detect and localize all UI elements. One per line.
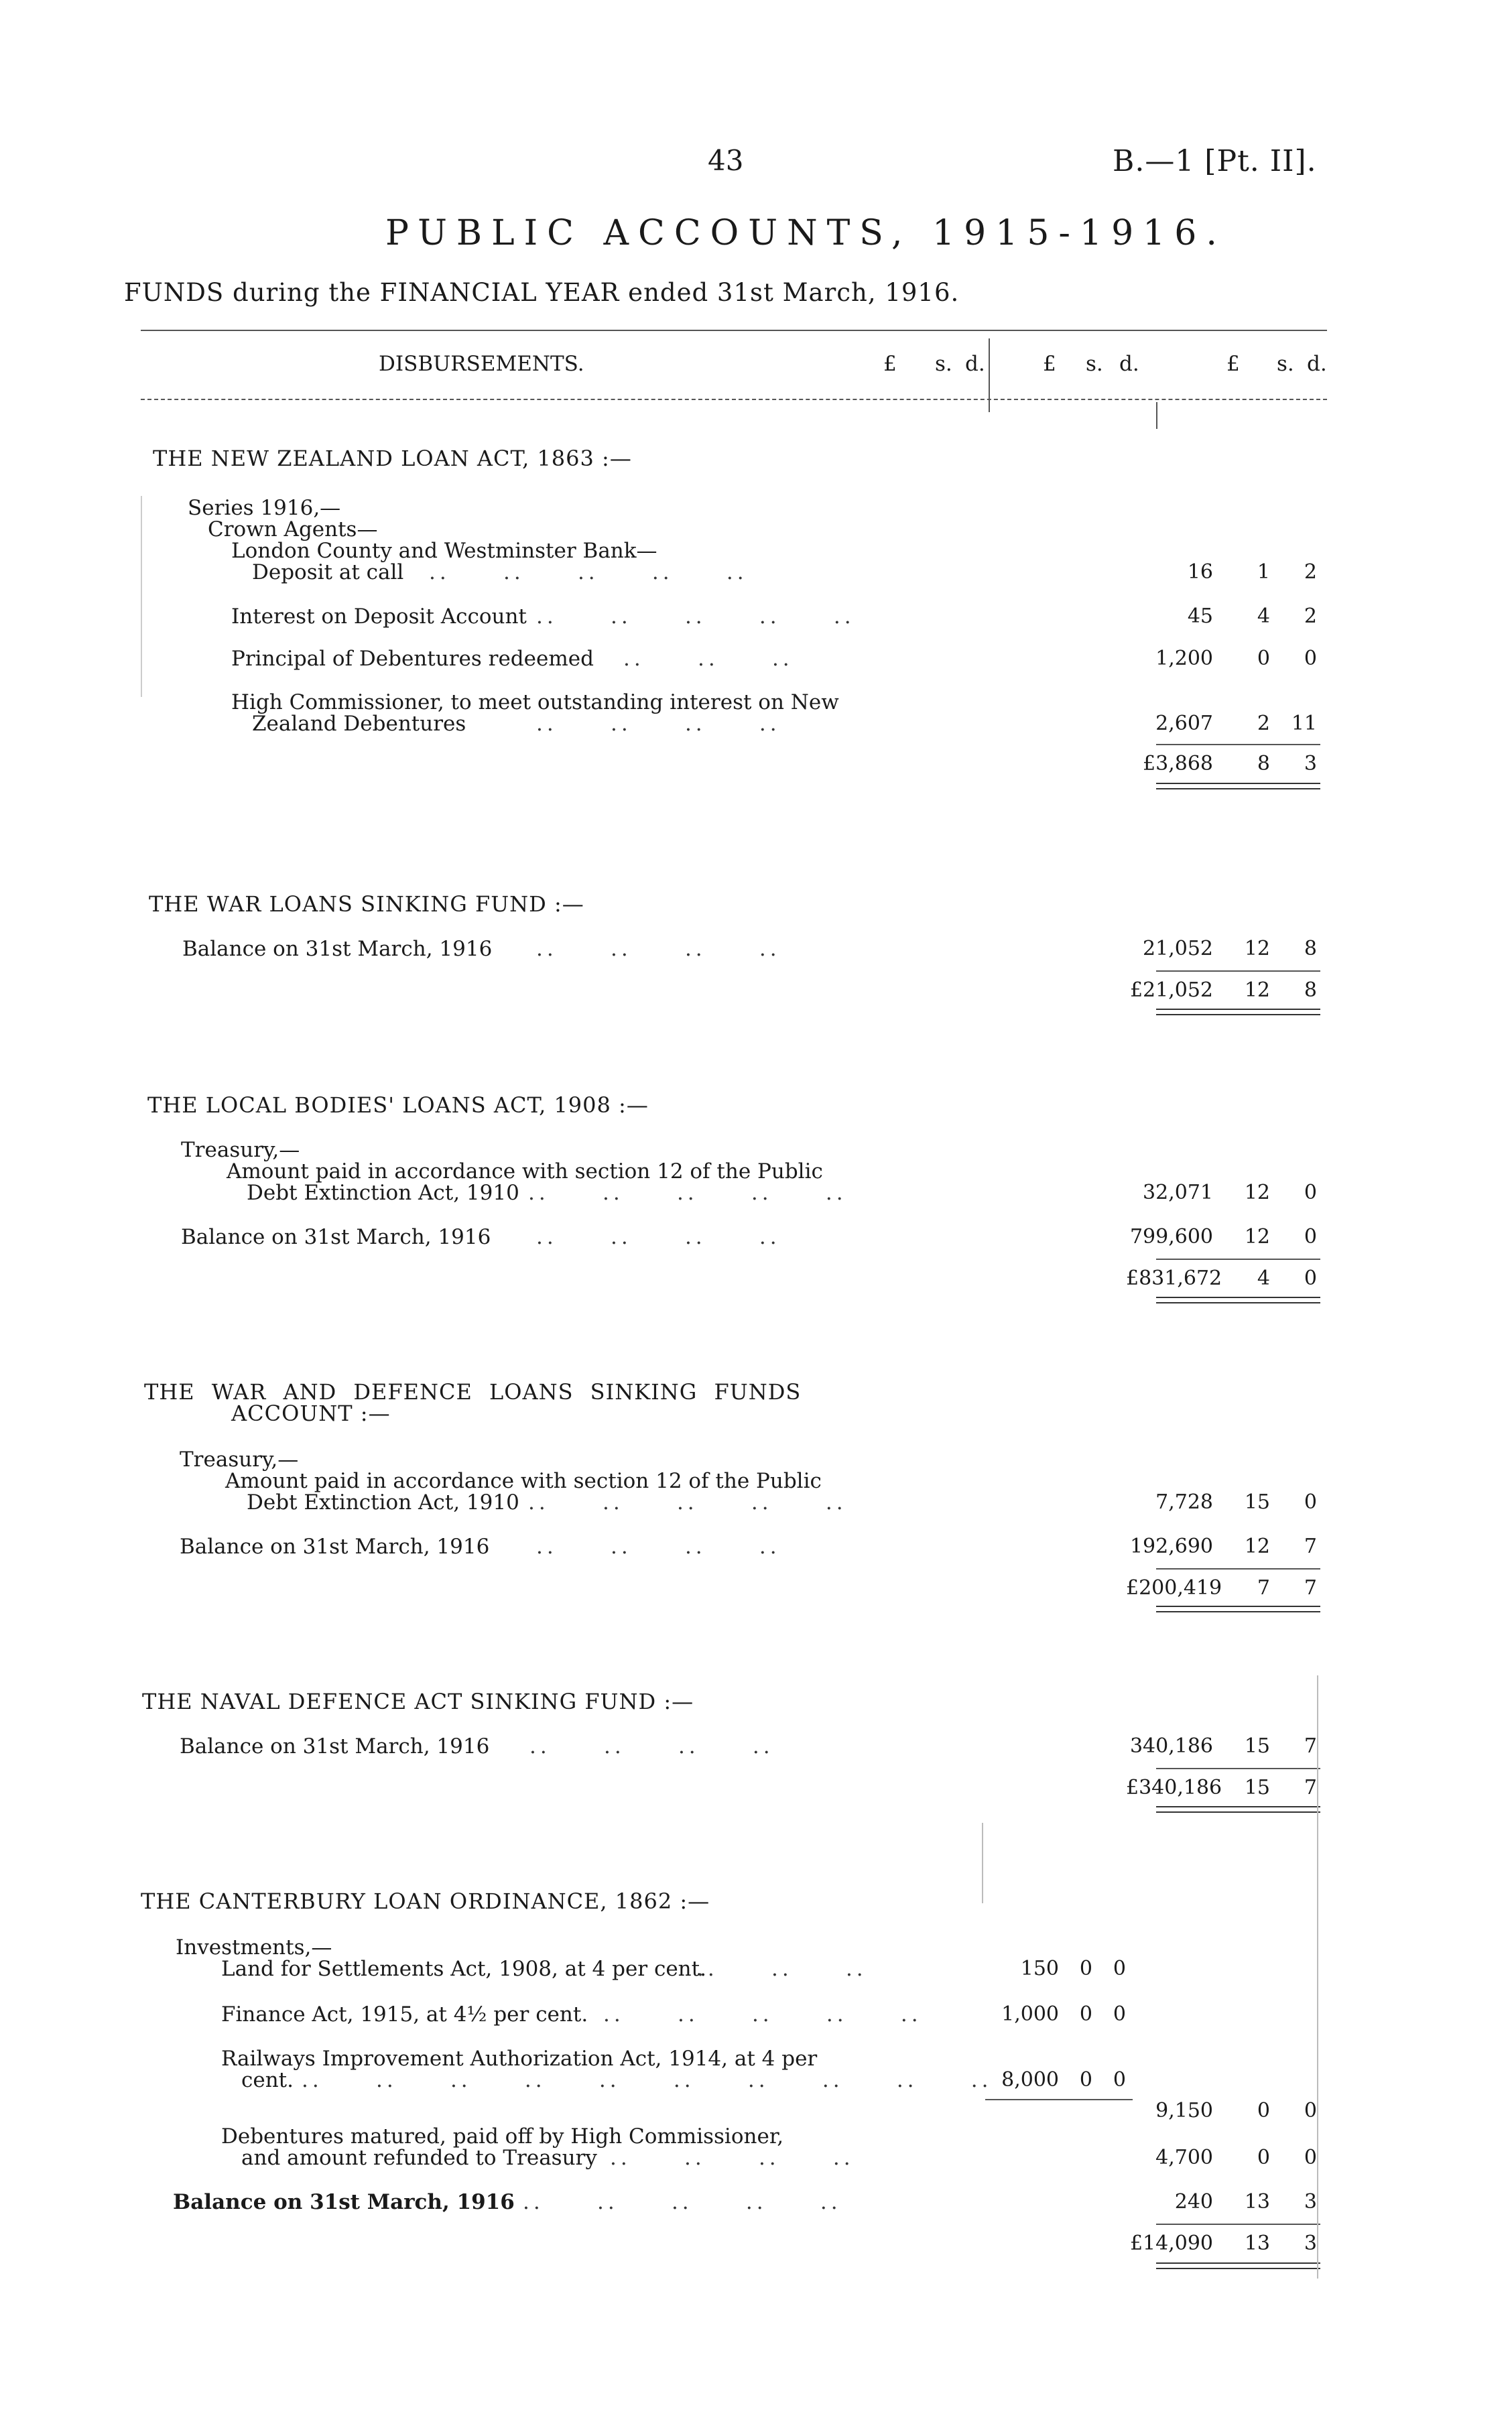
row-label-line2: Debt Extinction Act, 1910 xyxy=(247,1490,519,1515)
total-double-rule xyxy=(1156,1806,1320,1813)
amount-pounds: 4,700 xyxy=(1155,2146,1213,2169)
amount-pence: 0 xyxy=(1304,647,1317,670)
amount-pounds: 240 xyxy=(1174,2190,1213,2214)
total-shillings: 8 xyxy=(1257,752,1270,775)
treasury-label: Treasury,— xyxy=(180,1448,299,1472)
investment-shillings: 0 xyxy=(1079,2002,1092,2026)
section-heading-war-defence-loans: THE WAR AND DEFENCE LOANS SINKING FUNDS xyxy=(144,1379,802,1405)
amount-pence: 0 xyxy=(1304,1181,1317,1204)
leader-dots: .. .. .. .. xyxy=(529,1734,774,1758)
table-top-rule xyxy=(141,330,1327,331)
investment-label: Finance Act, 1915, at 4½ per cent. xyxy=(221,2002,588,2027)
total-pence: 8 xyxy=(1304,978,1317,1002)
row-label-line2: Zealand Debentures xyxy=(252,712,466,736)
section-heading-nz-loan-act: THE NEW ZEALAND LOAN ACT, 1863 :— xyxy=(153,446,632,471)
column-guide xyxy=(141,496,142,697)
amount-shillings: 2 xyxy=(1257,712,1270,735)
row-label: Interest on Deposit Account xyxy=(231,604,527,629)
amount-shillings: 12 xyxy=(1244,1535,1270,1558)
total-shillings: 15 xyxy=(1244,1776,1270,1799)
leader-dots: .. .. .. .. .. xyxy=(603,2002,922,2027)
leader-dots: .. .. .. .. .. xyxy=(523,2190,842,2214)
total-pounds: £21,052 xyxy=(1129,978,1213,1002)
page-title: PUBLIC ACCOUNTS, 1915-1916. xyxy=(385,213,1226,253)
amount-pence: 0 xyxy=(1304,2146,1317,2169)
investment-label-line1: Railways Improvement Authorization Act, 1914, at 4 per xyxy=(221,2047,818,2071)
amount-pence: 2 xyxy=(1304,560,1317,584)
row-label: Balance on 31st March, 1916 xyxy=(182,937,493,961)
amount-pence: 7 xyxy=(1304,1535,1317,1558)
total-double-rule xyxy=(1156,1297,1320,1303)
subtotal-rule xyxy=(1156,1568,1320,1570)
amount-shillings: 13 xyxy=(1244,2190,1270,2214)
amount-pounds: 192,690 xyxy=(1129,1535,1213,1558)
header-bottom-rule xyxy=(141,399,1327,400)
amount-shillings: 12 xyxy=(1244,1181,1270,1204)
total-pounds: £340,186 xyxy=(1126,1776,1222,1799)
row-label: Balance on 31st March, 1916 xyxy=(173,2190,515,2214)
leader-dots: .. .. .. .. xyxy=(536,1225,781,1249)
total-double-rule xyxy=(1156,2262,1320,2269)
leader-dots: .. .. .. .. .. xyxy=(528,1490,847,1515)
leader-dots: .. .. .. .. xyxy=(536,1535,781,1559)
subtotal-rule xyxy=(1156,2224,1320,2225)
leader-dots: .. .. .. .. xyxy=(610,2146,855,2170)
col3-shil-header: s. xyxy=(1277,352,1294,376)
amount-pounds: 340,186 xyxy=(1129,1734,1213,1758)
total-pence: 3 xyxy=(1304,752,1317,775)
amount-pounds: 1,200 xyxy=(1155,647,1213,670)
row-label: Balance on 31st March, 1916 xyxy=(180,1734,490,1758)
amount-shillings: 12 xyxy=(1244,937,1270,960)
amount-pounds: 7,728 xyxy=(1155,1490,1213,1514)
section-heading-naval-defence-act: THE NAVAL DEFENCE ACT SINKING FUND :— xyxy=(142,1689,694,1714)
investment-pence: 0 xyxy=(1113,1957,1126,1980)
investment-label-line2: cent. xyxy=(241,2068,294,2092)
row-label-line2: Debt Extinction Act, 1910 xyxy=(247,1181,519,1205)
row-label-line2: and amount refunded to Treasury xyxy=(241,2146,597,2170)
row-label-line1: Amount paid in accordance with section 12 of the Public xyxy=(225,1469,822,1493)
col3-pen-header: d. xyxy=(1307,352,1327,376)
col2-shil-header: s. xyxy=(1086,352,1103,376)
series-label: Series 1916,— xyxy=(188,496,341,520)
section-heading-local-bodies-loans-act: THE LOCAL BODIES' LOANS ACT, 1908 :— xyxy=(147,1092,649,1118)
total-pence: 7 xyxy=(1304,1576,1317,1600)
row-label-line1: High Commissioner, to meet outstanding interest on New xyxy=(231,690,839,714)
page-subtitle: FUNDS during the FINANCIAL YEAR ended 31st March, 1916. xyxy=(124,278,960,307)
row-label: Principal of Debentures redeemed xyxy=(231,647,594,671)
page-number: 43 xyxy=(708,144,744,177)
section-heading-canterbury-loan-ordinance: THE CANTERBURY LOAN ORDINANCE, 1862 :— xyxy=(141,1889,710,1914)
investment-shillings: 0 xyxy=(1079,2068,1092,2092)
leader-dots: .. .. .. .. .. xyxy=(429,560,748,584)
amount-pence: 7 xyxy=(1304,1734,1317,1758)
document-reference: B.—1 [Pt. II]. xyxy=(1113,144,1317,178)
investment-pounds: 1,000 xyxy=(1001,2002,1059,2026)
amount-shillings: 1 xyxy=(1257,560,1270,584)
amount-shillings: 0 xyxy=(1257,2146,1270,2169)
column-header-disbursements: DISBURSEMENTS. xyxy=(379,352,584,376)
subtotal-rule xyxy=(1156,1259,1320,1260)
total-double-rule xyxy=(1156,1606,1320,1612)
leader-dots: .. .. .. .. xyxy=(536,937,781,961)
total-double-rule xyxy=(1156,1009,1320,1015)
subtotal-rule xyxy=(1156,970,1320,972)
investment-pounds: 150 xyxy=(1020,1957,1059,1980)
leader-dots: .. .. .. xyxy=(623,647,794,671)
amount-pence: 8 xyxy=(1304,937,1317,960)
col-divider-3 xyxy=(1156,402,1157,429)
total-shillings: 7 xyxy=(1257,1576,1270,1600)
row-label: Balance on 31st March, 1916 xyxy=(180,1535,490,1559)
row-label-line1: Debentures matured, paid off by High Commissioner, xyxy=(221,2124,784,2149)
amount-pence: 11 xyxy=(1291,712,1317,735)
total-shillings: 4 xyxy=(1257,1267,1270,1290)
total-shillings: 13 xyxy=(1244,2232,1270,2255)
total-double-rule xyxy=(1156,783,1320,789)
investment-subtotal-rule xyxy=(985,2099,1133,2100)
col3-pound-header: £ xyxy=(1226,352,1240,376)
amount-pence: 2 xyxy=(1304,604,1317,628)
amount-pence: 0 xyxy=(1304,1490,1317,1514)
col1-pen-header: d. xyxy=(965,352,985,376)
amount-shillings: 12 xyxy=(1244,1225,1270,1249)
col1-pound-header: £ xyxy=(883,352,897,376)
section-heading-war-loans-sinking-fund: THE WAR LOANS SINKING FUND :— xyxy=(149,891,584,917)
investment-pence: 0 xyxy=(1113,2068,1126,2092)
amount-pounds: 16 xyxy=(1187,560,1213,584)
investment-label: Land for Settlements Act, 1908, at 4 per cent. xyxy=(221,1957,706,1981)
amount-pounds: 45 xyxy=(1187,604,1213,628)
amount-shillings: 15 xyxy=(1244,1734,1270,1758)
col1-shil-header: s. xyxy=(935,352,952,376)
total-pounds: £831,672 xyxy=(1126,1267,1222,1290)
col2-pound-header: £ xyxy=(1043,352,1056,376)
bank-label: London County and Westminster Bank— xyxy=(231,539,657,563)
total-pence: 0 xyxy=(1304,1267,1317,1290)
section-heading-war-defence-loans-line2: ACCOUNT :— xyxy=(231,1401,391,1426)
amount-pounds: 32,071 xyxy=(1143,1181,1213,1204)
investment-pence: 0 xyxy=(1113,2002,1126,2026)
row-label: Balance on 31st March, 1916 xyxy=(181,1225,491,1249)
column-guide xyxy=(1317,1675,1318,2279)
subtotal-rule xyxy=(1156,1768,1320,1769)
amount-pounds: 2,607 xyxy=(1155,712,1213,735)
total-shillings: 12 xyxy=(1244,978,1270,1002)
col-divider-1 xyxy=(989,338,990,412)
amount-pence: 0 xyxy=(1304,1225,1317,1249)
row-label: Deposit at call xyxy=(252,560,404,584)
investments-total-shillings: 0 xyxy=(1257,2099,1270,2122)
total-pence: 3 xyxy=(1304,2232,1317,2255)
subtotal-rule xyxy=(1156,744,1320,745)
investment-shillings: 0 xyxy=(1079,1957,1092,1980)
leader-dots: .. .. .. .. .. .. .. .. .. .. xyxy=(302,2068,993,2092)
investment-pounds: 8,000 xyxy=(1001,2068,1059,2092)
total-pence: 7 xyxy=(1304,1776,1317,1799)
treasury-label: Treasury,— xyxy=(181,1138,300,1162)
amount-shillings: 0 xyxy=(1257,647,1270,670)
leader-dots: .. .. .. .. .. xyxy=(536,604,855,629)
leader-dots: .. .. .. xyxy=(697,1957,867,1981)
column-guide xyxy=(982,1823,983,1903)
investments-label: Investments,— xyxy=(176,1935,332,1960)
amount-shillings: 4 xyxy=(1257,604,1270,628)
total-pounds: £3,868 xyxy=(1143,752,1213,775)
leader-dots: .. .. .. .. xyxy=(536,712,781,736)
amount-pence: 3 xyxy=(1304,2190,1317,2214)
investments-total-pounds: 9,150 xyxy=(1155,2099,1213,2122)
amount-shillings: 15 xyxy=(1244,1490,1270,1514)
amount-pounds: 799,600 xyxy=(1129,1225,1213,1249)
col2-pen-header: d. xyxy=(1119,352,1139,376)
amount-pounds: 21,052 xyxy=(1143,937,1213,960)
total-pounds: £200,419 xyxy=(1126,1576,1222,1600)
crown-agents-label: Crown Agents— xyxy=(208,517,378,541)
investments-total-pence: 0 xyxy=(1304,2099,1317,2122)
row-label-line1: Amount paid in accordance with section 12 of the Public xyxy=(227,1159,823,1184)
total-pounds: £14,090 xyxy=(1129,2232,1213,2255)
leader-dots: .. .. .. .. .. xyxy=(528,1181,847,1205)
